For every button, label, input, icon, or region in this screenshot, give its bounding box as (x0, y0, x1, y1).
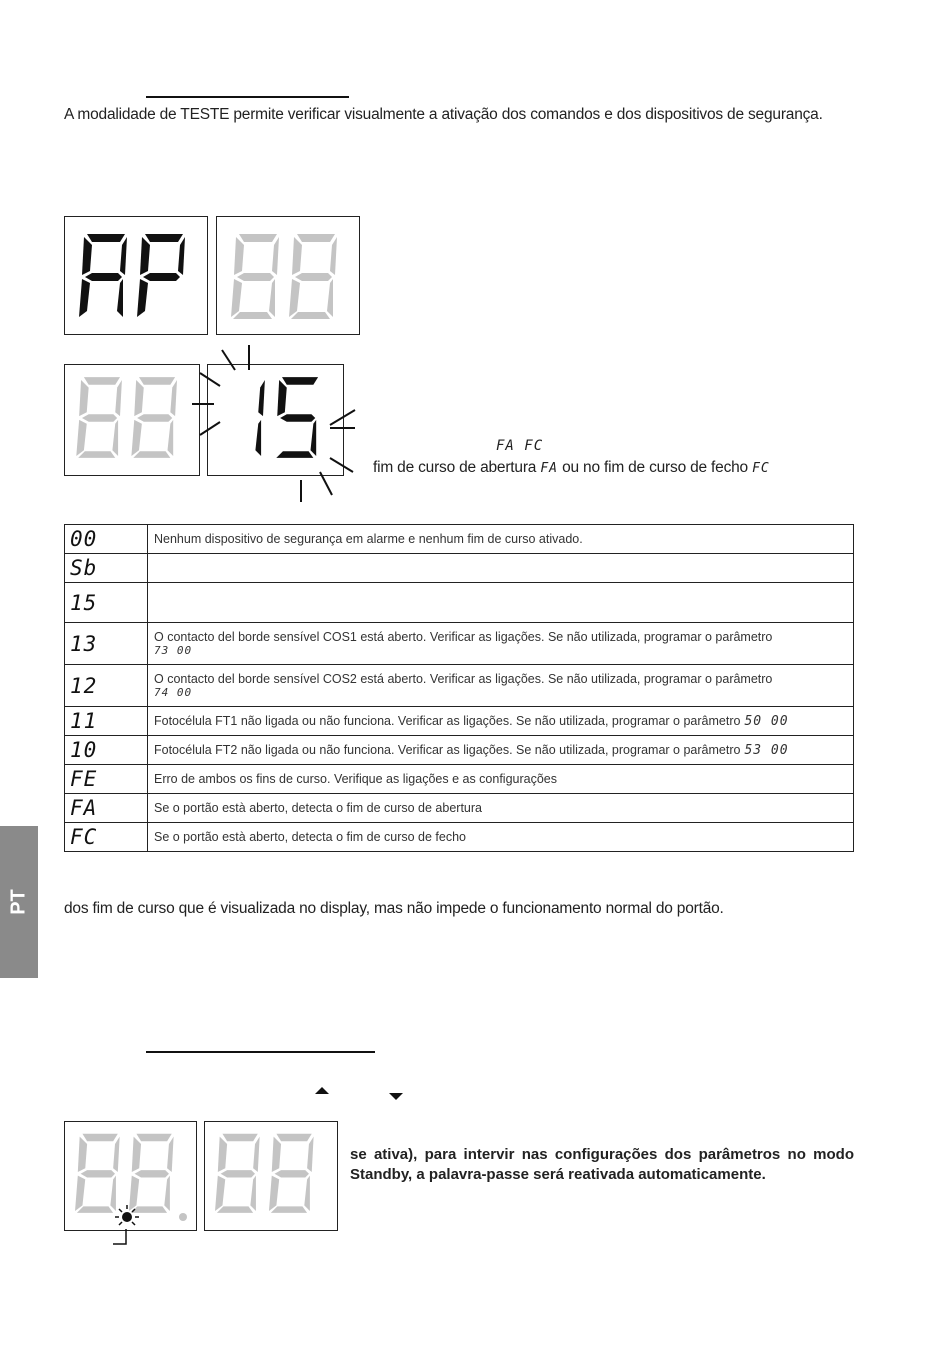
display-mid-left-digits (65, 365, 199, 475)
row-description (148, 823, 854, 852)
note-code-a: FA (540, 461, 558, 476)
note-text-middle: ou no fim de curso de fecho (557, 459, 753, 476)
display-top-right (216, 216, 360, 335)
row-description (148, 707, 854, 736)
row-description (148, 623, 854, 665)
language-tab-label: PT (7, 889, 30, 915)
note-text-before: fim de curso de abertura (373, 459, 541, 476)
paragraph-limit-switch: dos fim de curso que é visualizada no display, mas não impede o funcionamento normal do portão. (64, 900, 724, 917)
display-top-left-digits (65, 217, 207, 334)
row-code: FA (65, 794, 148, 823)
row-code: 10 (65, 736, 148, 765)
row-code: Sb (65, 554, 148, 583)
glyph-P (137, 234, 185, 317)
row-param: 74 00 (154, 686, 193, 699)
row-description (148, 665, 854, 707)
row-text: Erro de ambos os fins de curso. Verifique as ligações e as configurações (154, 772, 557, 786)
row-description (148, 525, 854, 554)
note-code-b: FC (752, 461, 770, 476)
row-text: Nenhum dispositivo de segurança em alarme e nenhum fim de curso ativado. (154, 532, 583, 546)
blinking-dot-icon (115, 1205, 139, 1225)
decimal-point (179, 1213, 187, 1221)
note-line (373, 459, 770, 477)
row-text: Se o portão està aberto, detecta o fim de curso de abertura (154, 801, 482, 815)
note-codes: FA FC (496, 438, 544, 454)
row-param: 73 00 (154, 644, 193, 657)
table-row (65, 794, 854, 823)
row-code: 13 (65, 623, 148, 665)
row-param: 50 00 (744, 713, 789, 729)
display-bottom-left-digits (65, 1122, 196, 1230)
display-top-left (64, 216, 208, 335)
section-rule-top (146, 96, 349, 98)
table-row (65, 665, 854, 707)
row-code: FC (65, 823, 148, 852)
row-text: O contacto del borde sensível COS2 está aberto. Verificar as ligações. Se não utilizada, programar o parâmetro (154, 672, 773, 686)
row-code: 12 (65, 665, 148, 707)
section-rule-bottom (146, 1051, 375, 1053)
row-description (148, 794, 854, 823)
row-code: 11 (65, 707, 148, 736)
arrow-down-icon (389, 1093, 403, 1100)
row-description (148, 736, 854, 765)
blink-rays (180, 340, 380, 510)
language-tab (0, 826, 38, 978)
row-text: Fotocélula FT2 não ligada ou não funciona. Verificar as ligações. Se não utilizada, programar o parâmetro (154, 742, 741, 757)
display-bottom-left (64, 1121, 197, 1231)
row-text: Se o portão està aberto, detecta o fim de curso de fecho (154, 830, 466, 844)
row-description (148, 583, 854, 623)
table-row (65, 736, 854, 765)
codes-table (64, 524, 854, 852)
glyph-A (79, 234, 127, 317)
display-top-right-digits (217, 217, 359, 334)
display-bottom-right (204, 1121, 338, 1231)
table-row (65, 623, 854, 665)
arrow-up-icon (315, 1087, 329, 1094)
row-code: FE (65, 765, 148, 794)
table-row (65, 583, 854, 623)
intro-text: A modalidade de TESTE permite verificar visualmente a ativação dos comandos e dos dispositivos de segurança. (64, 106, 823, 123)
row-code: 00 (65, 525, 148, 554)
table-row (65, 525, 854, 554)
row-text: Fotocélula FT1 não ligada ou não funciona. Verificar as ligações. Se não utilizada, programar o parâmetro (154, 713, 741, 728)
table-row (65, 554, 854, 583)
row-text: O contacto del borde sensível COS1 está aberto. Verificar as ligações. Se não utilizada, programar o parâmetro (154, 630, 773, 644)
row-description (148, 554, 854, 583)
pointer-line (110, 1229, 130, 1249)
row-param: 53 00 (744, 742, 789, 758)
display-bottom-right-digits (205, 1122, 337, 1230)
password-note: se ativa), para intervir nas configurações dos parâmetros no modo Standby, a palavra-passe será reativada automaticamente. (350, 1146, 854, 1183)
row-code: 15 (65, 583, 148, 623)
row-description (148, 765, 854, 794)
table-row (65, 707, 854, 736)
table-row (65, 765, 854, 794)
table-row (65, 823, 854, 852)
